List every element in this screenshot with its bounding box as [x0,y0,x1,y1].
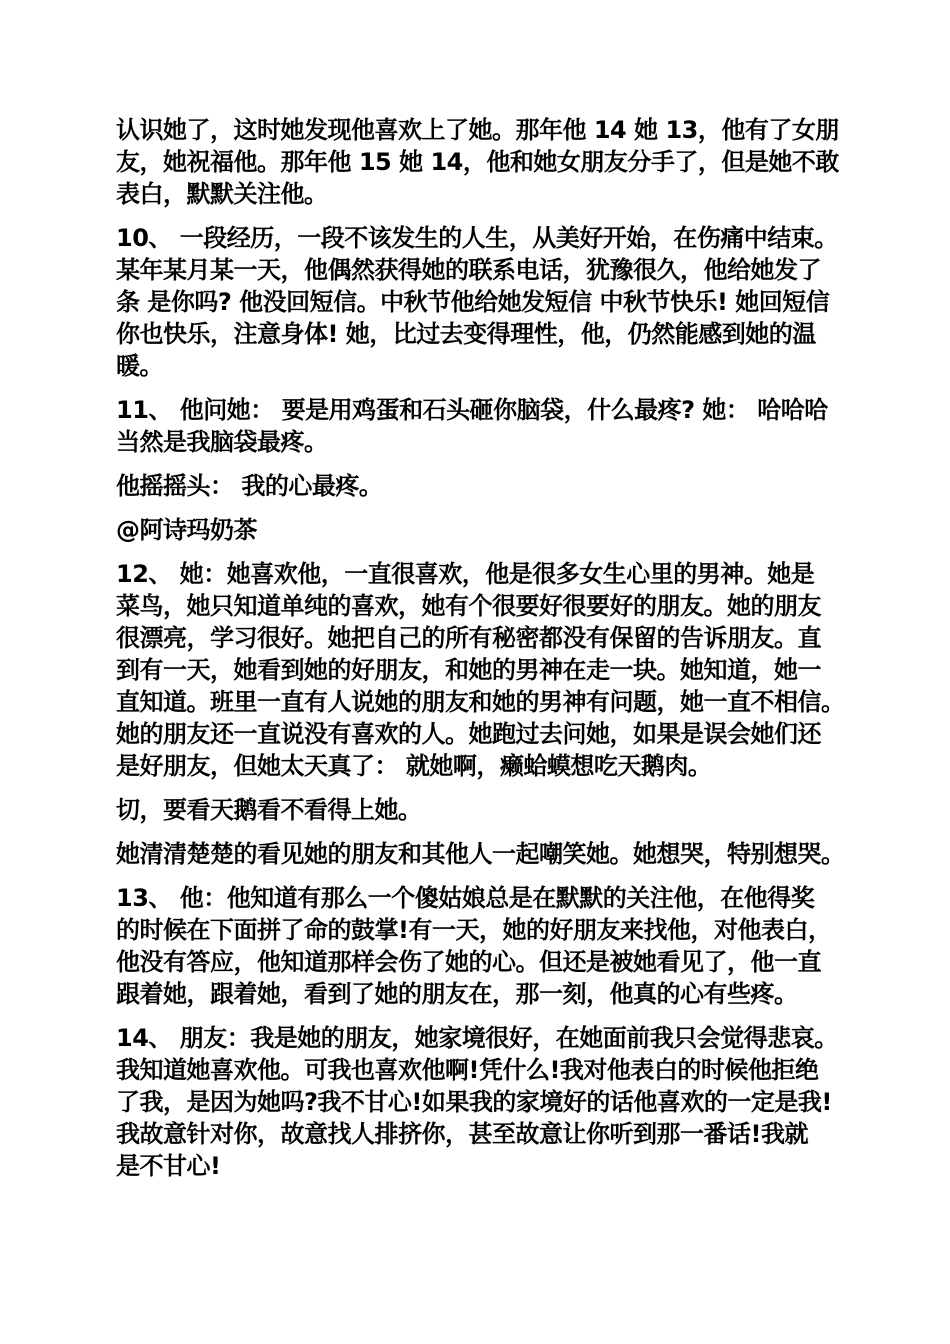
text-line: 12、 她：她喜欢他，一直很喜欢，他是很多女生心里的男神。她是 [116,560,815,588]
text-line: 11、 他问她： 要是用鸡蛋和石头砸你脑袋，什么最疼? 她： 哈哈哈 [116,396,828,424]
text-line: 的时候在下面拼了命的鼓掌!有一天，她的好朋友来找他，对他表白， [116,916,832,944]
text-line: 他没有答应，他知道那样会伤了她的心。但还是被她看见了，他一直 [116,948,821,976]
text-line: 友，她祝福他。那年他 15 她 14，他和她女朋友分手了，但是她不敢 [116,148,839,176]
text-line: 当然是我脑袋最疼。 [116,428,328,456]
text-line: 到有一天，她看到她的好朋友，和她的男神在走一块。她知道，她一 [116,656,821,684]
text-line: 直知道。班里一直有人说她的朋友和她的男神有问题，她一直不相信。 [116,688,845,716]
text-line: 14、 朋友：我是她的朋友，她家境很好，在她面前我只会觉得悲哀。 [116,1024,838,1052]
text-line: 了我，是因为她吗?我不甘心!如果我的家境好的话他喜欢的一定是我! [116,1088,832,1116]
text-line: 她的朋友还一直说没有喜欢的人。她跑过去问她，如果是误会她们还 [116,720,821,748]
text-line: 13、 他：他知道有那么一个傻姑娘总是在默默的关注他，在他得奖 [116,884,815,912]
text-line: 我知道她喜欢他。可我也喜欢他啊!凭什么!我对他表白的时候他拒绝 [116,1056,819,1084]
text-line: 表白，默默关注他。 [116,180,328,208]
paragraph-item-12-cont-1 [116,794,846,826]
text-line: 她清清楚楚的看见她的朋友和其他人一起嘲笑她。她想哭，特别想哭。 [116,840,845,868]
text-line: 跟着她，跟着她，看到了她的朋友在，那一刻，他真的心有些疼。 [116,980,798,1008]
text-line: 他摇摇头： 我的心最疼。 [116,472,383,500]
paragraph-item-13 [116,882,846,1010]
paragraph-item-12 [116,558,846,782]
text-line: 是不甘心! [116,1152,221,1180]
paragraph-item-10 [116,222,846,382]
text-line: 条 是你吗? 他没回短信。中秋节他给她发短信 中秋节快乐! 她回短信 [116,288,830,316]
text-line: 10、 一段经历，一段不该发生的人生，从美好开始，在伤痛中结束。 [116,224,838,252]
text-line: 切，要看天鹅看不看得上她。 [116,796,422,824]
text-line: 暖。 [116,352,163,380]
document-page [116,114,846,1194]
text-line: 很漂亮，学习很好。她把自己的所有秘密都没有保留的告诉朋友。直 [116,624,821,652]
paragraph-item-11 [116,394,846,458]
paragraph-item-11-reply [116,470,846,502]
text-line: 认识她了，这时她发现他喜欢上了她。那年他 14 她 13，他有了女朋 [116,116,839,144]
text-line: @阿诗玛奶茶 [116,516,257,544]
text-line: 某年某月某一天，他偶然获得她的联系电话，犹豫很久，他给她发了 [116,256,821,284]
text-line: 你也快乐，注意身体! 她，比过去变得理性，他，仍然能感到她的温 [116,320,816,348]
text-line: 我故意针对你，故意找人排挤你，甚至故意让你听到那一番话!我就 [116,1120,808,1148]
text-line: 菜鸟，她只知道单纯的喜欢，她有个很要好很要好的朋友。她的朋友 [116,592,821,620]
paragraph-author-tag [116,514,846,546]
text-line: 是好朋友，但她太天真了： 就她啊，癞蛤蟆想吃天鹅肉。 [116,752,712,780]
paragraph-item-12-cont-2 [116,838,846,870]
paragraph-item-14 [116,1022,846,1182]
paragraph-1 [116,114,846,210]
